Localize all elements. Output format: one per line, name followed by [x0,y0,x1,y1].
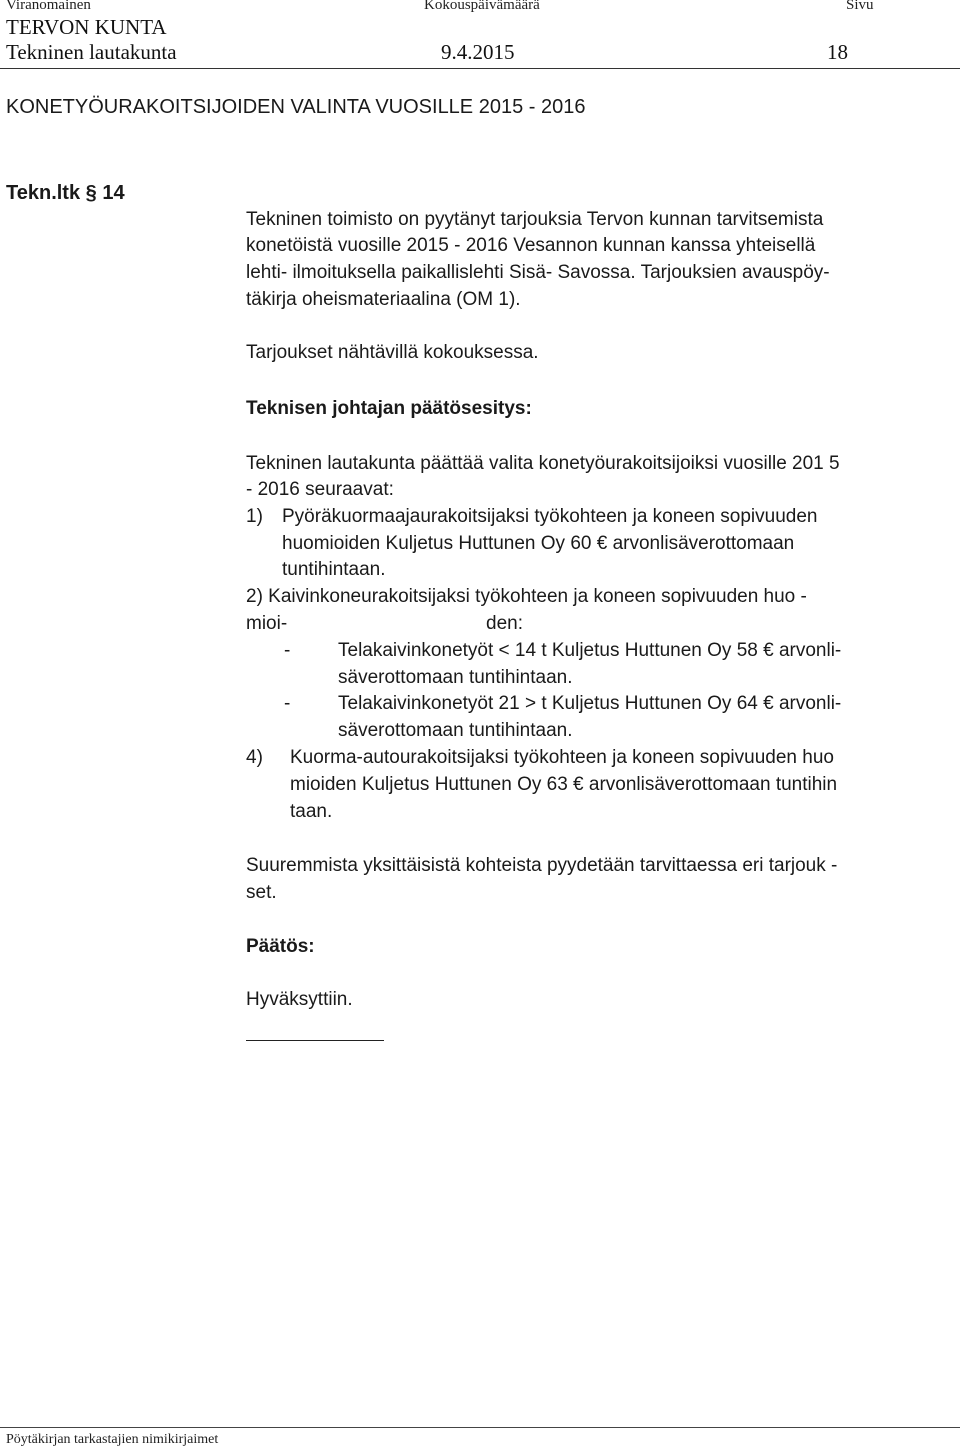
item2-line: den: [486,613,523,634]
item2-sub1-dash: - [284,640,291,661]
item2-sub2-line: säverottomaan tuntihintaan. [338,720,573,741]
item2-sub2-line: Telakaivinkonetyöt 21 > t Kuljetus Huttunen Oy 64 € arvonli- [338,693,842,714]
item2-sub1-line: Telakaivinkonetyöt < 14 t Kuljetus Huttunen Oy 58 € arvonli- [338,640,842,661]
header-page-number: 18 [827,40,848,64]
footer-divider [0,1427,960,1428]
header-organization: TERVON KUNTA [6,15,167,39]
header-col-page-label: Sivu [846,0,874,13]
intro-line: lehti- ilmoituksella paikallislehti Sisä- Savossa. Tarjouksien avauspöy- [246,262,830,283]
item2-line: 2) Kaivinkoneurakoitsijaksi työkohteen ja koneen sopivuuden huo - [246,586,807,607]
proposal-lead-line: - 2016 seuraavat: [246,479,394,500]
header-committee: Tekninen lautakunta [6,40,177,64]
item2-line: mioi- [246,613,288,634]
header-col-authority-label: Viranomainen [6,0,91,13]
header-col-date-label: Kokouspäivämäärä [424,0,540,13]
item2-sub1-line: säverottomaan tuntihintaan. [338,667,573,688]
item4-line: taan. [290,801,333,822]
closing-line: set. [246,882,277,903]
page-title: KONETYÖURAKOITSIJOIDEN VALINTA VUOSILLE 2015 - 2016 [6,96,586,118]
item1-line: Pyöräkuormaajaurakoitsijaksi työkohteen ja koneen sopivuuden [282,506,818,527]
item1-number: 1) [246,506,263,527]
item2-sub2-dash: - [284,693,291,714]
decision-heading: Päätös: [246,936,315,957]
section-reference: Tekn.ltk § 14 [6,182,125,204]
header-divider [0,68,960,69]
item4-line: mioiden Kuljetus Huttunen Oy 63 € arvonlisäverottomaan tuntihin [290,774,838,795]
proposal-heading: Teknisen johtajan päätösesitys: [246,398,532,419]
decision-underline [246,1040,384,1041]
closing-line: Suuremmista yksittäisistä kohteista pyydetään tarvittaessa eri tarjouk - [246,855,838,876]
proposal-lead-line: Tekninen lautakunta päättää valita konetyöurakoitsijoiksi vuosille 201 5 [246,453,840,474]
header-meeting-date: 9.4.2015 [441,40,515,64]
intro-note: Tarjoukset nähtävillä kokouksessa. [246,342,539,363]
intro-line: täkirja oheismateriaalina (OM 1). [246,289,521,310]
item1-line: huomioiden Kuljetus Huttunen Oy 60 € arvonlisäverottomaan [282,533,795,554]
intro-line: Tekninen toimisto on pyytänyt tarjouksia Tervon kunnan tarvitsemista [246,209,824,230]
decision-text: Hyväksyttiin. [246,989,353,1010]
item1-line: tuntihintaan. [282,559,386,580]
intro-line: konetöistä vuosille 2015 - 2016 Vesannon kunnan kanssa yhteisellä [246,235,816,256]
item4-number: 4) [246,747,263,768]
item4-line: Kuorma-autourakoitsijaksi työkohteen ja koneen sopivuuden huo [290,747,834,768]
footer-initials-label: Pöytäkirjan tarkastajien nimikirjaimet [6,1432,219,1447]
